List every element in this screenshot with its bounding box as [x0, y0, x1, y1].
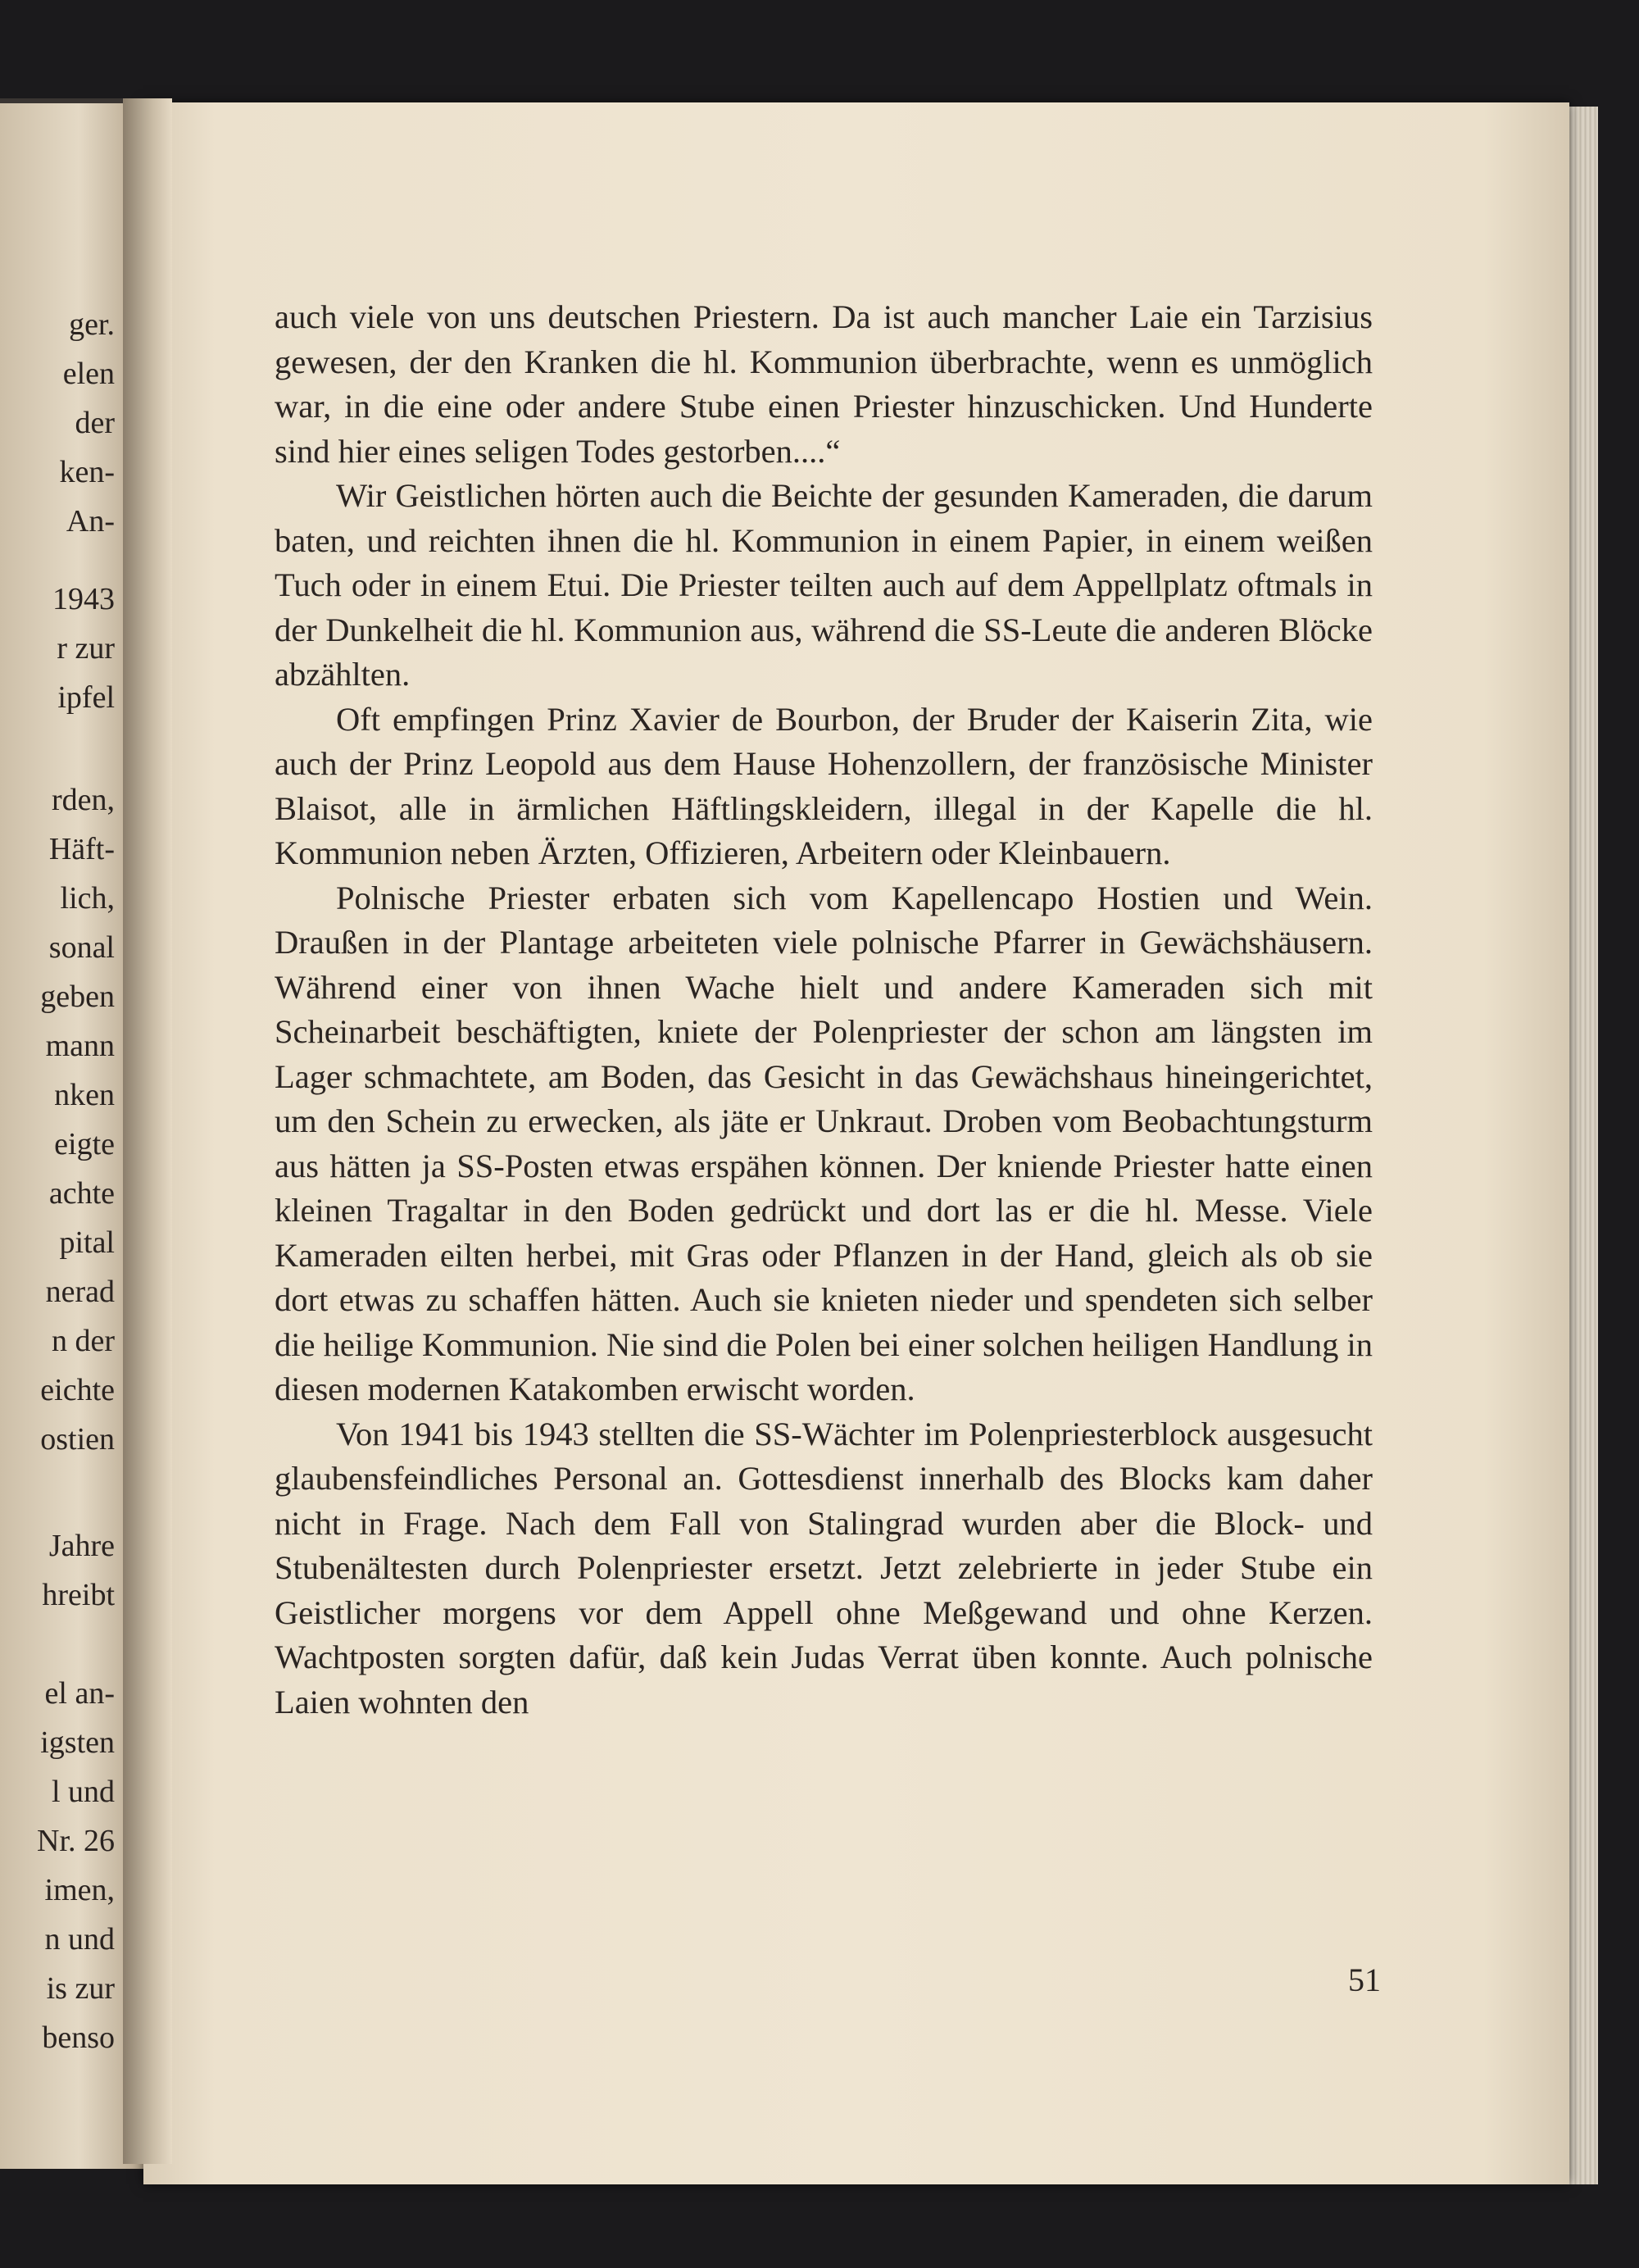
left-page-fragment: Häft- — [48, 833, 115, 866]
left-page-fragment: der — [75, 407, 115, 439]
left-page-fragment: eigte — [54, 1128, 115, 1161]
page-number: 51 — [1348, 1961, 1381, 1998]
left-page-fragment: nken — [54, 1079, 115, 1111]
left-page-fragment: mann — [45, 1029, 115, 1062]
left-page-fragment: An- — [66, 505, 115, 538]
paragraph: Oft empfingen Prinz Xavier de Bourbon, der Bruder der Kaiserin Zita, wie auch der Prinz Leopold aus dem Hause Hohenzollern, der französische Minister Blaisot, alle in ärmlichen Häftlingskleidern, illegal in der Kapelle die hl. Kommunion neben Ärzten, Offizieren, Arbeitern oder Kleinbauern. — [275, 700, 1373, 871]
book-gutter — [123, 98, 172, 2164]
left-page-fragment: 1943 — [52, 583, 115, 616]
left-page-fragment: geben — [40, 980, 115, 1013]
left-page-fragment: ger. — [69, 308, 115, 341]
left-page-fragment: lich, — [60, 882, 115, 915]
left-page-fragment: Jahre — [48, 1529, 115, 1562]
left-page-fragment: ostien — [40, 1423, 115, 1456]
left-page-fragment: elen — [62, 357, 115, 390]
left-page-edge — [0, 98, 143, 2169]
left-page-fragment: is zur — [46, 1972, 115, 2005]
left-page-fragment: ken- — [59, 456, 115, 489]
left-page-fragment: ipfel — [57, 681, 115, 714]
left-page-fragment: rden, — [51, 784, 115, 816]
left-page-fragment: n der — [51, 1325, 115, 1357]
left-page-fragment: achte — [48, 1177, 115, 1210]
left-page-fragment: igsten — [40, 1726, 115, 1759]
left-page-fragment: Nr. 26 — [37, 1825, 115, 1857]
left-page-fragment: nerad — [45, 1275, 115, 1308]
body-text — [275, 295, 1373, 1725]
left-page-fragment: n und — [44, 1923, 115, 1956]
paragraph: Polnische Priester erbaten sich vom Kapellencapo Hostien und Wein. Draußen in der Plantage arbeiteten viele polnische Pfarrer in Gewächshäusern. Während einer von ihnen Wache hielt und andere Kameraden sich mit Scheinarbeit beschäftigten, kniete der Polenpriester der schon am längsten im Lager schmachtete, am Boden, das Gesicht in das Gewächshaus hineingerichtet, um den Schein zu erwecken, als jäte er Unkraut. Droben vom Beobachtungsturm aus hätten ja SS-Posten etwas erspähen können. Der kniende Priester hatte einen kleinen Tragaltar in den Boden gedrückt und dort las er die hl. Messe. Viele Kameraden eilten herbei, mit Gras oder Pflanzen in der Hand, gleich als ob sie dort etwas zu schaffen hätten. Auch sie knieten nieder und spendeten sich selber die heilige Kommunion. Nie sind die Polen bei einer solchen heiligen Handlung in diesen modernen Katakomben erwischt worden. — [275, 879, 1373, 1407]
left-page-fragment: eichte — [40, 1374, 115, 1407]
paragraph: Von 1941 bis 1943 stellten die SS-Wächter im Polenpriesterblock ausgesucht glaubensfeindliches Personal an. Gottesdienst innerhalb des Blocks kam daher nicht in Frage. Nach dem Fall von Stalingrad wurden aber die Block- und Stubenältesten durch Polenpriester ersetzt. Jetzt zelebrierte in jeder Stube ein Geistlicher morgens vor dem Appell ohne Meßgewand und ohne Kerzen. Wachtposten sorgten dafür, daß kein Judas Verrat üben konnte. Auch polnische Laien wohnten den — [275, 1415, 1373, 1720]
left-page-fragment: sonal — [48, 931, 115, 964]
left-page-fragment: hreibt — [42, 1579, 115, 1611]
paragraph: auch viele von uns deutschen Priestern. Da ist auch mancher Laie ein Tarzisius gewesen, der den Kranken die hl. Kommunion überbrachte, wenn es unmöglich war, in die eine oder andere Stube einen Priester hinzuschicken. Und Hunderte sind hier eines seligen Todes gestorben....“ — [275, 298, 1373, 470]
left-page-fragment: benso — [42, 2021, 115, 2054]
left-page-fragment: l und — [51, 1775, 115, 1808]
paragraph: Wir Geistlichen hörten auch die Beichte der gesunden Kameraden, die darum baten, und reichten ihnen die hl. Kommunion in einem Papier, in einem weißen Tuch oder in einem Etui. Die Priester teilten auch auf dem Appellplatz oftmals in der Dunkelheit die hl. Kommunion aus, während die SS-Leute die anderen Blöcke abzählten. — [275, 477, 1373, 693]
left-page-fragment: pital — [59, 1226, 115, 1259]
left-page-fragment: imen, — [44, 1874, 115, 1907]
left-page-fragment: r zur — [57, 632, 115, 665]
left-page-fragment: el an- — [44, 1677, 115, 1710]
